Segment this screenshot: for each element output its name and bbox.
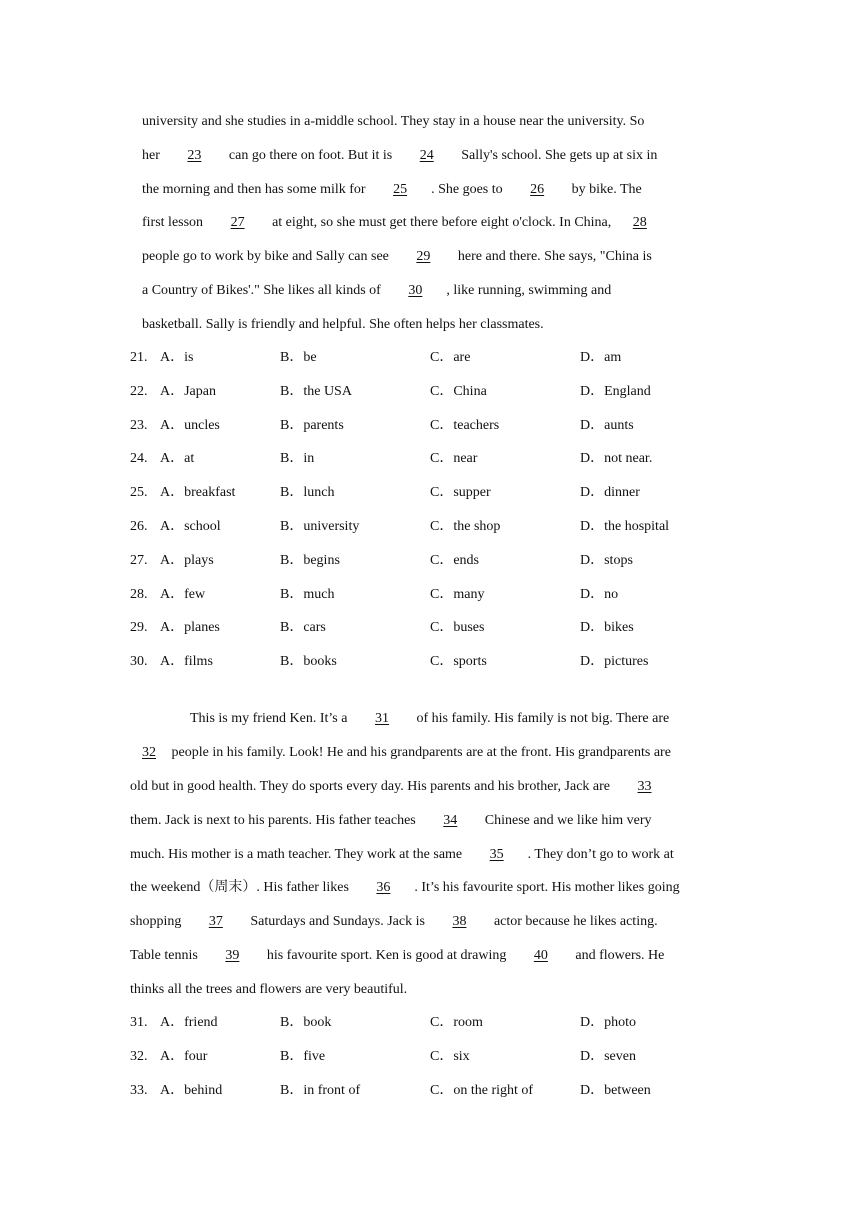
question-row bbox=[130, 585, 730, 605]
option-d[interactable]: D．no bbox=[580, 586, 619, 602]
passage-text: his favourite sport. Ken is good at drawing bbox=[263, 948, 510, 963]
passage-line bbox=[190, 709, 685, 729]
option-a[interactable]: A．breakfast bbox=[160, 485, 236, 501]
option-c[interactable]: C．many bbox=[430, 586, 485, 602]
question-number: 30. bbox=[130, 654, 148, 670]
question-number: 22. bbox=[130, 383, 148, 399]
passage-text: by bike. The bbox=[568, 182, 642, 197]
option-c[interactable]: C．near bbox=[430, 451, 478, 467]
blank-number: 33 bbox=[637, 779, 652, 794]
passage-text: basketball. Sally is friendly and helpful. She often helps her classmates. bbox=[142, 317, 544, 332]
option-c[interactable]: C．ends bbox=[430, 552, 479, 568]
question-number: 27. bbox=[130, 552, 148, 568]
passage-text: university and she studies in a-middle school. They stay in a house near the university. So bbox=[142, 114, 645, 129]
passage-text: Sally's school. She gets up at six in bbox=[457, 148, 658, 163]
question-number: 21. bbox=[130, 350, 148, 365]
passage-text: thinks all the trees and flowers are very beautiful. bbox=[130, 982, 408, 997]
passage-text: here and there. She says, "China is bbox=[454, 249, 652, 264]
question-row bbox=[130, 416, 730, 436]
passage-text: . They don’t go to work at bbox=[527, 847, 674, 862]
option-c[interactable]: C．on the right of bbox=[430, 1082, 534, 1098]
blank-number: 23 bbox=[187, 148, 202, 163]
question-number: 25. bbox=[130, 485, 148, 501]
option-a[interactable]: A．friend bbox=[160, 1015, 218, 1030]
passage-text: . It’s his favourite sport. His mother likes going bbox=[414, 880, 680, 895]
passage-line bbox=[130, 912, 658, 932]
question-row bbox=[130, 382, 730, 402]
blank-number: 32 bbox=[142, 745, 156, 760]
passage-text: This is my friend Ken. It’s a bbox=[190, 711, 351, 726]
passage-text: and flowers. He bbox=[571, 948, 665, 963]
passage-text: first lesson bbox=[142, 215, 207, 230]
blank-number: 27 bbox=[230, 215, 245, 230]
blank-number: 26 bbox=[530, 182, 545, 197]
option-d[interactable]: D．seven bbox=[580, 1048, 636, 1064]
option-d[interactable]: D．photo bbox=[580, 1015, 636, 1030]
question-row bbox=[130, 483, 730, 503]
option-d[interactable]: D．stops bbox=[580, 552, 633, 568]
option-a[interactable]: A．planes bbox=[160, 620, 220, 636]
question-row bbox=[130, 618, 730, 638]
passage-line bbox=[130, 946, 664, 966]
passage-text: a Country of Bikes'." She likes all kinds of bbox=[142, 283, 385, 298]
question-number: 32. bbox=[130, 1048, 148, 1064]
passage-line bbox=[142, 213, 665, 233]
passage-line bbox=[130, 777, 676, 797]
passage-text: shopping bbox=[130, 914, 185, 929]
passage-line bbox=[130, 878, 680, 898]
passage-line bbox=[130, 845, 674, 865]
option-d[interactable]: D．England bbox=[580, 383, 651, 399]
option-a[interactable]: A．uncles bbox=[160, 417, 220, 433]
option-b[interactable]: B．the USA bbox=[280, 383, 352, 399]
option-b[interactable]: B．parents bbox=[280, 417, 344, 433]
passage-text: Table tennis bbox=[130, 948, 202, 963]
passage-text: much. His mother is a math teacher. They work at the same bbox=[130, 847, 466, 862]
option-a[interactable]: A．Japan bbox=[160, 383, 216, 399]
option-c[interactable]: C．supper bbox=[430, 485, 491, 501]
question-row bbox=[130, 1081, 730, 1101]
option-d[interactable]: D．bikes bbox=[580, 620, 634, 636]
question-number: 31. bbox=[130, 1015, 148, 1030]
option-d[interactable]: D．pictures bbox=[580, 654, 649, 670]
option-b[interactable]: B．five bbox=[280, 1048, 326, 1064]
question-number: 24. bbox=[130, 451, 148, 467]
option-d[interactable]: D．between bbox=[580, 1082, 651, 1098]
passage-line bbox=[142, 112, 644, 132]
option-d[interactable]: D．dinner bbox=[580, 485, 640, 501]
option-b[interactable]: B．lunch bbox=[280, 485, 335, 501]
question-number: 23. bbox=[130, 417, 148, 433]
passage-text: . She goes to bbox=[431, 182, 507, 197]
passage-line bbox=[142, 315, 544, 335]
option-b[interactable]: B．cars bbox=[280, 620, 326, 636]
option-c[interactable]: C．sports bbox=[430, 654, 487, 670]
blank-number: 29 bbox=[416, 249, 431, 264]
passage-text: of his family. His family is not big. There are bbox=[412, 711, 673, 726]
blank-number: 39 bbox=[225, 948, 240, 963]
option-b[interactable]: B．university bbox=[280, 519, 360, 534]
passage-line bbox=[142, 146, 657, 166]
passage-text: can go there on foot. But it is bbox=[225, 148, 396, 163]
passage-text: at eight, so she must get there before eight o'clock. In China, bbox=[268, 215, 615, 230]
question-row bbox=[130, 348, 730, 368]
question-number: 29. bbox=[130, 620, 148, 636]
passage-text: the morning and then has some milk for bbox=[142, 182, 370, 197]
blank-number: 28 bbox=[632, 215, 647, 230]
passage-text: Saturdays and Sundays. Jack is bbox=[246, 914, 429, 929]
passage-text: people go to work by bike and Sally can see bbox=[142, 249, 393, 264]
passage-text: people in his family. Look! He and his grandparents are at the front. His grandparents are bbox=[168, 745, 671, 760]
option-a[interactable]: A．school bbox=[160, 519, 221, 534]
blank-number: 38 bbox=[452, 914, 467, 929]
option-c[interactable]: C．are bbox=[430, 350, 471, 365]
passage-text: Chinese and we like him very bbox=[481, 813, 652, 828]
option-a[interactable]: A．plays bbox=[160, 552, 214, 568]
passage-line bbox=[142, 281, 611, 301]
question-row bbox=[130, 517, 730, 537]
question-row bbox=[130, 652, 730, 672]
option-b[interactable]: B．in front of bbox=[280, 1082, 361, 1098]
option-c[interactable]: C．six bbox=[430, 1048, 470, 1064]
option-d[interactable]: D．the hospital bbox=[580, 519, 670, 534]
question-row bbox=[130, 1047, 730, 1067]
option-b[interactable]: B．books bbox=[280, 654, 337, 670]
option-c[interactable]: C．room bbox=[430, 1015, 483, 1030]
option-c[interactable]: C．buses bbox=[430, 620, 485, 636]
option-a[interactable]: A．behind bbox=[160, 1082, 223, 1098]
question-row bbox=[130, 449, 730, 469]
option-d[interactable]: D．aunts bbox=[580, 417, 634, 433]
blank-number: 40 bbox=[533, 948, 548, 963]
passage-text: the weekend（周末）. His father likes bbox=[130, 880, 353, 895]
blank-number: 36 bbox=[376, 880, 391, 895]
blank-number: 34 bbox=[443, 813, 458, 828]
option-b[interactable]: B．in bbox=[280, 451, 315, 467]
passage-text: old but in good health. They do sports every day. His parents and his brother, Jack are bbox=[130, 779, 614, 794]
blank-number: 24 bbox=[419, 148, 434, 163]
option-b[interactable]: B．book bbox=[280, 1015, 332, 1030]
blank-number: 31 bbox=[374, 711, 389, 726]
blank-number: 37 bbox=[208, 914, 223, 929]
passage-text: actor because he likes acting. bbox=[490, 914, 658, 929]
option-a[interactable]: A．four bbox=[160, 1048, 208, 1064]
passage-line bbox=[142, 180, 642, 200]
passage-line bbox=[130, 743, 671, 763]
option-a[interactable]: A．at bbox=[160, 451, 195, 467]
passage-text: her bbox=[142, 148, 164, 163]
question-row bbox=[130, 1013, 730, 1033]
passage-line bbox=[142, 247, 652, 267]
option-c[interactable]: C．China bbox=[430, 383, 487, 399]
option-c[interactable]: C．the shop bbox=[430, 519, 501, 534]
question-row bbox=[130, 551, 730, 571]
blank-number: 30 bbox=[408, 283, 423, 298]
blank-number: 25 bbox=[393, 182, 408, 197]
question-number: 33. bbox=[130, 1082, 148, 1098]
passage-text: , like running, swimming and bbox=[446, 283, 612, 298]
option-a[interactable]: A．films bbox=[160, 654, 213, 670]
option-d[interactable]: D．am bbox=[580, 350, 622, 365]
passage-line bbox=[130, 811, 652, 831]
option-d[interactable]: D．not near. bbox=[580, 451, 653, 467]
option-b[interactable]: B．be bbox=[280, 350, 317, 365]
passage-line bbox=[130, 980, 407, 1000]
option-c[interactable]: C．teachers bbox=[430, 417, 500, 433]
option-a[interactable]: A．is bbox=[160, 350, 194, 365]
question-number: 26. bbox=[130, 519, 148, 534]
question-number: 28. bbox=[130, 586, 148, 602]
option-b[interactable]: B．much bbox=[280, 586, 335, 602]
option-b[interactable]: B．begins bbox=[280, 552, 340, 568]
blank-number: 35 bbox=[489, 847, 504, 862]
option-a[interactable]: A．few bbox=[160, 586, 206, 602]
passage-text: them. Jack is next to his parents. His father teaches bbox=[130, 813, 420, 828]
